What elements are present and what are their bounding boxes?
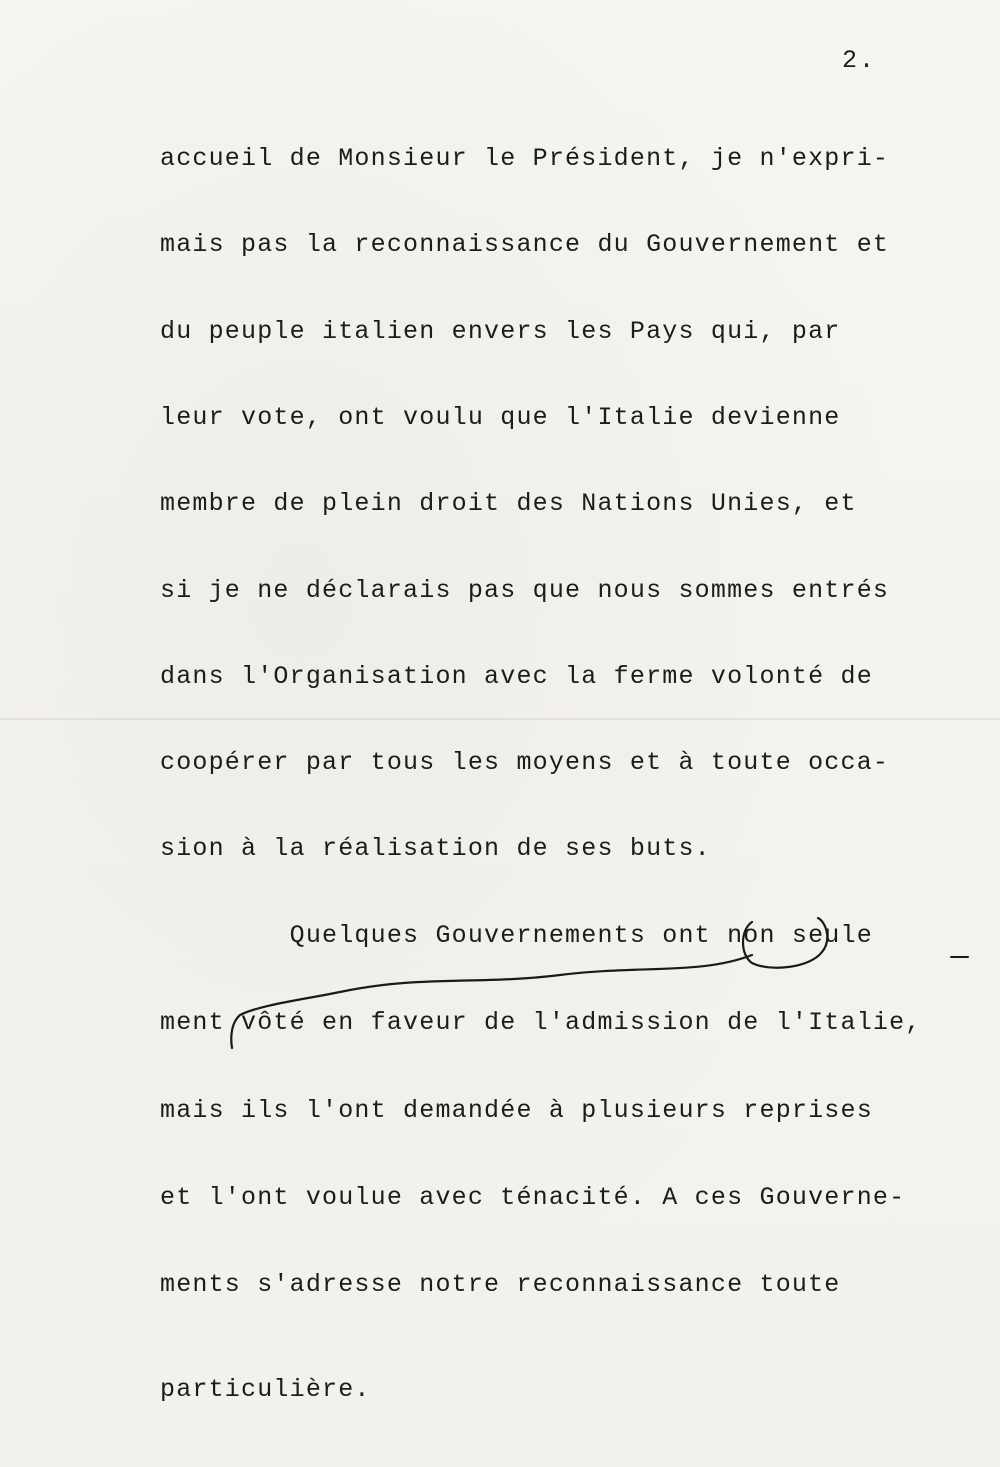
page-number: 2. (842, 46, 877, 75)
text-line-1: accueil de Monsieur le Président, je n'expri- (160, 144, 890, 173)
text-line-3: du peuple italien envers les Pays qui, par (160, 317, 841, 346)
text-line-10: Quelques Gouvernements ont non seule (160, 921, 873, 950)
text-line-14: ments s'adresse notre reconnaissance toute (160, 1270, 841, 1299)
paper-fold (0, 718, 1000, 720)
text-line-8: coopérer par tous les moyens et à toute occa- (160, 748, 890, 777)
text-line-15: particulière. (160, 1375, 371, 1404)
text-line-6: si je ne déclarais pas que nous sommes entrés (160, 576, 890, 605)
text-line-7: dans l'Organisation avec la ferme volonté de (160, 662, 873, 691)
text-line-5: membre de plein droit des Nations Unies, et (160, 489, 857, 518)
text-line-13: et l'ont voulue avec ténacité. A ces Gouverne- (160, 1183, 906, 1212)
text-line-2: mais pas la reconnaissance du Gouvernement et (160, 230, 890, 259)
text-line-12: mais ils l'ont demandée à plusieurs reprises (160, 1096, 873, 1125)
text-line-11: ment vôté en faveur de l'admission de l'Italie, (160, 1008, 922, 1037)
text-line-9: sion à la réalisation de ses buts. (160, 834, 711, 863)
text-line-4: leur vote, ont voulu que l'Italie devienne (160, 403, 841, 432)
